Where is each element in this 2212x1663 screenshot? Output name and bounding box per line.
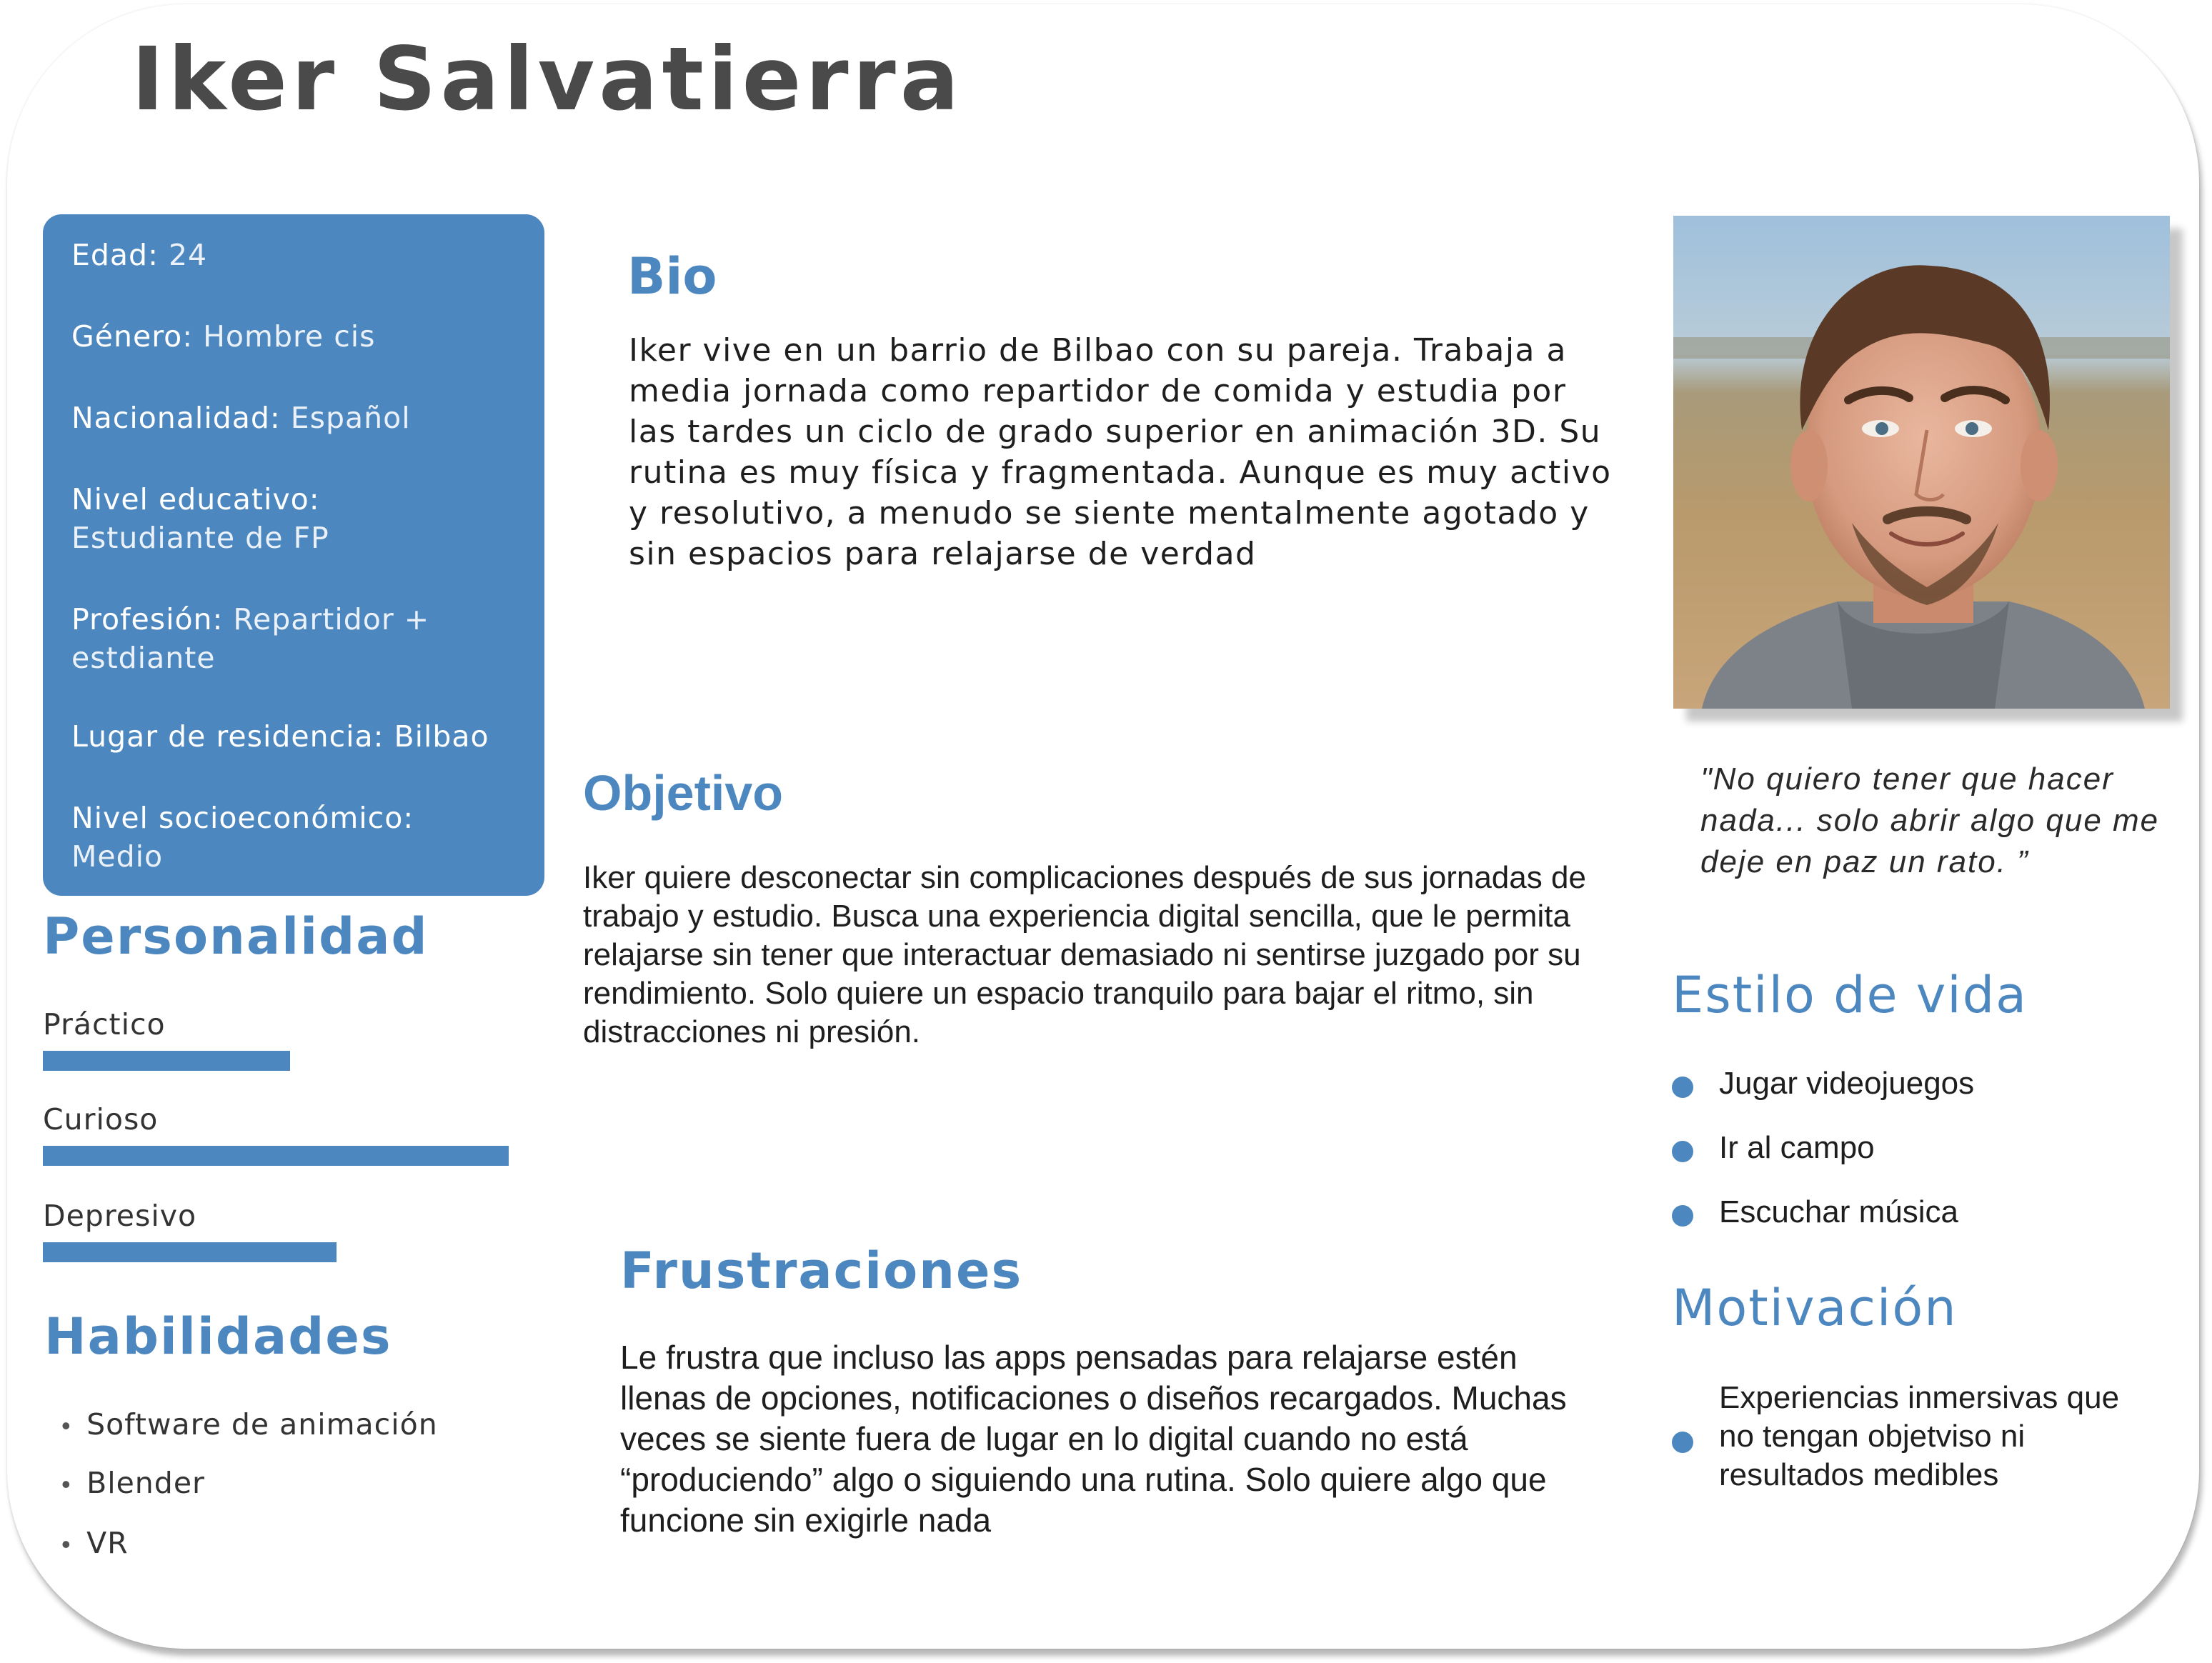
frustrations-line: llenas de opciones, notificaciones o diseños recargados. Muchas	[620, 1379, 1567, 1417]
skill-item	[61, 1526, 129, 1560]
skill-item	[61, 1466, 205, 1500]
info-education	[71, 480, 529, 557]
persona-portrait-image	[1673, 216, 2170, 709]
trait-bar-curioso	[43, 1146, 509, 1166]
bio-line: sin espacios para relajarse de verdad	[629, 536, 1257, 572]
persona-photo	[1673, 216, 2170, 709]
demographics-box	[43, 214, 544, 896]
skill-label: VR	[86, 1526, 129, 1560]
lifestyle-heading: Estilo de vida	[1672, 966, 2028, 1024]
info-gender	[71, 317, 529, 356]
persona-name: Iker Salvatierra	[131, 29, 964, 130]
motivation-line: resultados medibles	[1719, 1457, 1999, 1492]
objective-line: rendimiento. Solo quiere un espacio tranquilo para bajar el ritmo, sin	[583, 976, 1534, 1011]
bio-text	[629, 330, 1629, 574]
bio-line: Iker vive en un barrio de Bilbao con su pareja. Trabaja a	[629, 332, 1567, 369]
trait-bar-practico	[43, 1051, 290, 1071]
info-profession-value: Repartidor + estdiante	[71, 602, 430, 675]
bio-line: media jornada como repartidor de comida y estudia por	[629, 373, 1567, 409]
info-socioeconomic-value: Medio	[71, 839, 164, 874]
info-profession	[71, 600, 529, 677]
frustrations-line: funcione sin exigirle nada	[620, 1502, 992, 1539]
quote-line: deje en paz un rato. ”	[1700, 844, 2029, 879]
info-age	[71, 236, 529, 274]
skill-label: Software de animación	[86, 1407, 438, 1442]
lifestyle-item	[1672, 1130, 2172, 1173]
frustrations-text	[620, 1337, 1635, 1541]
trait-label-curioso: Curioso	[43, 1102, 159, 1137]
bullet-dot-icon	[1672, 1077, 1693, 1098]
bullet-dot-icon	[1672, 1432, 1693, 1453]
bullet-icon: •	[61, 1469, 71, 1499]
lifestyle-item-label: Escuchar música	[1719, 1194, 1959, 1229]
bullet-icon: •	[61, 1529, 71, 1559]
motivation-item-text	[1719, 1379, 2119, 1494]
bullet-dot-icon	[1672, 1141, 1693, 1162]
motivation-line: Experiencias inmersivas que	[1719, 1380, 2120, 1415]
skill-label: Blender	[86, 1466, 205, 1500]
objective-line: Iker quiere desconectar sin complicaciones después de sus jornadas de	[583, 860, 1586, 895]
objective-line: relajarse sin tener que interactuar demasiado ni sentirse juzgado por su	[583, 937, 1581, 972]
info-nationality-label: Nacionalidad:	[71, 401, 281, 435]
quote-line: nada... solo abrir algo que me	[1700, 803, 2160, 838]
trait-label-practico: Práctico	[43, 1007, 166, 1042]
personality-heading: Personalidad	[43, 907, 429, 966]
lifestyle-item-label: Jugar videojuegos	[1719, 1066, 1975, 1101]
persona-quote	[1700, 759, 2165, 883]
frustrations-heading: Frustraciones	[620, 1242, 1023, 1300]
info-profession-label: Profesión:	[71, 602, 224, 636]
motivation-item	[1672, 1379, 2172, 1507]
objective-heading: Objetivo	[583, 765, 784, 821]
skills-heading: Habilidades	[44, 1307, 392, 1366]
lifestyle-item	[1672, 1194, 2172, 1237]
info-education-value: Estudiante de FP	[71, 521, 329, 555]
objective-line: distracciones ni presión.	[583, 1014, 921, 1049]
info-education-label: Nivel educativo:	[71, 482, 320, 516]
motivation-heading: Motivación	[1672, 1279, 1958, 1337]
info-age-value: 24	[158, 238, 208, 272]
info-socioeconomic	[71, 799, 529, 876]
motivation-line: no tengan objetviso ni	[1719, 1419, 2026, 1454]
frustrations-line: “produciendo” algo o siguiendo una rutina. Solo quiere algo que	[620, 1461, 1547, 1498]
trait-label-depresivo: Depresivo	[43, 1199, 197, 1233]
info-residence-label: Lugar de residencia: Bilbao	[71, 719, 489, 754]
bullet-dot-icon	[1672, 1205, 1693, 1227]
info-nationality-value: Español	[280, 401, 411, 435]
info-residence	[71, 717, 529, 756]
objective-text	[583, 859, 1626, 1052]
info-socioeconomic-label: Nivel socioeconómico:	[71, 801, 414, 835]
trait-bar-depresivo	[43, 1242, 337, 1262]
skill-item	[61, 1407, 438, 1442]
info-gender-value: : Hombre cis	[182, 319, 376, 354]
bio-heading: Bio	[627, 247, 717, 306]
frustrations-line: veces se siente fuera de lugar en lo digital cuando no está	[620, 1420, 1468, 1457]
frustrations-line: Le frustra que incluso las apps pensadas para relajarse estén	[620, 1339, 1518, 1376]
objective-line: trabajo y estudio. Busca una experiencia digital sencilla, que le permita	[583, 899, 1570, 934]
info-gender-label: Género	[71, 319, 183, 354]
bio-line: rutina es muy física y fragmentada. Aunque es muy activo	[629, 454, 1612, 491]
bullet-icon: •	[61, 1411, 71, 1440]
bio-line: las tardes un ciclo de grado superior en animación 3D. Su	[629, 414, 1602, 450]
lifestyle-item	[1672, 1066, 2172, 1109]
info-age-label: Edad:	[71, 238, 159, 272]
lifestyle-item-label: Ir al campo	[1719, 1130, 1875, 1165]
info-nationality	[71, 399, 529, 437]
bio-line: y resolutivo, a menudo se siente mentalmente agotado y	[629, 495, 1590, 531]
quote-line: "No quiero tener que hacer	[1700, 761, 2114, 796]
